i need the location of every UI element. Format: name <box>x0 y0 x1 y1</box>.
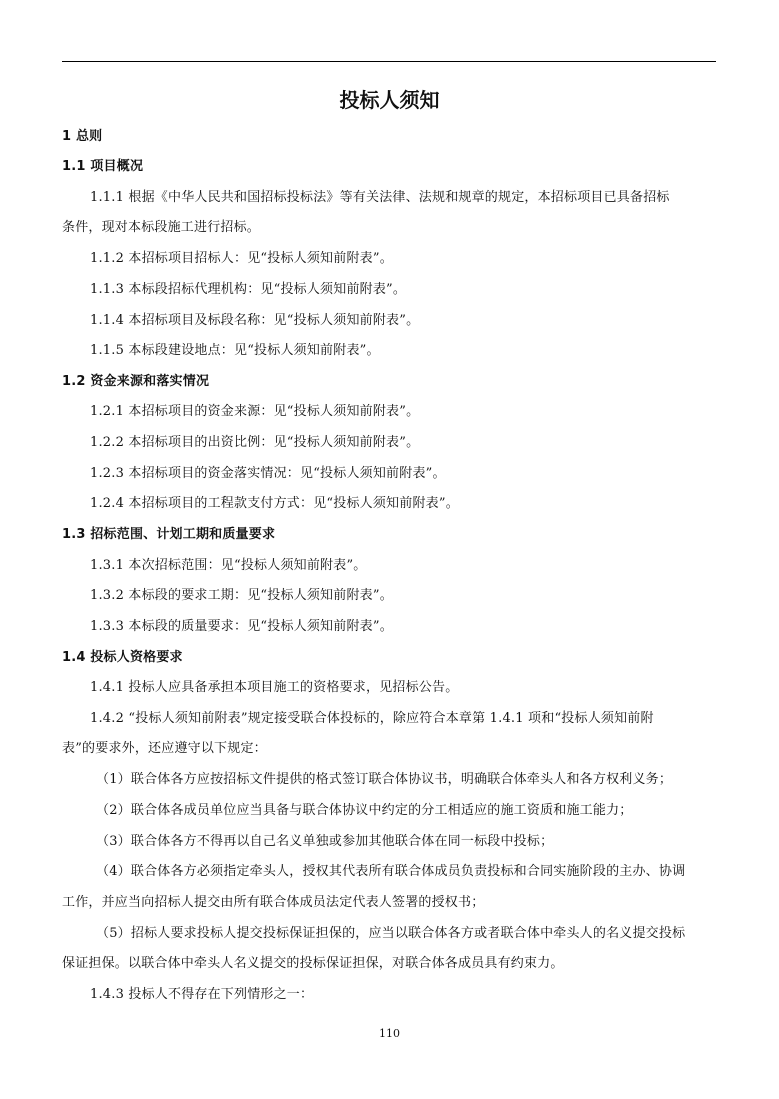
section-heading-1: 1 总则 <box>62 129 103 144</box>
section-heading-1-2: 1.2 资金来源和落实情况 <box>62 374 210 389</box>
paragraph-1-1-1-cont: 条件，现对本标段施工进行招标。 <box>62 220 261 235</box>
paragraph-1-4-2: 1.4.2 “投标人须知前附表”规定接受联合体投标的，除应符合本章第 1.4.1 项和“投标人须知前附 <box>90 711 654 726</box>
list-item-3: （3）联合体各方不得再以自己名义单独或参加其他联合体在同一标段中投标； <box>96 834 554 849</box>
paragraph-1-3-3: 1.3.3 本标段的质量要求：见“投标人须知前附表”。 <box>90 619 393 634</box>
paragraph-1-2-4: 1.2.4 本招标项目的工程款支付方式：见“投标人须知前附表”。 <box>90 496 459 511</box>
section-heading-1-1: 1.1 项目概况 <box>62 159 144 174</box>
page-title: 投标人须知 <box>339 88 440 112</box>
section-heading-1-4: 1.4 投标人资格要求 <box>62 650 183 665</box>
paragraph-1-4-3: 1.4.3 投标人不得存在下列情形之一： <box>90 987 314 1002</box>
list-item-4: （4）联合体各方必须指定牵头人，授权其代表所有联合体成员负责投标和合同实施阶段的主办、协调 <box>96 864 686 879</box>
paragraph-1-1-5: 1.1.5 本标段建设地点：见“投标人须知前附表”。 <box>90 343 380 358</box>
paragraph-1-4-1: 1.4.1 投标人应具备承担本项目施工的资格要求，见招标公告。 <box>90 680 459 695</box>
paragraph-1-4-2-cont: 表”的要求外，还应遵守以下规定： <box>62 741 267 756</box>
header-rule <box>62 61 716 62</box>
paragraph-1-2-1: 1.2.1 本招标项目的资金来源：见“投标人须知前附表”。 <box>90 404 420 419</box>
paragraph-1-1-2: 1.1.2 本招标项目招标人：见“投标人须知前附表”。 <box>90 251 393 266</box>
list-item-5: （5）招标人要求投标人提交投标保证担保的，应当以联合体各方或者联合体中牵头人的名义提交投标 <box>96 926 686 941</box>
list-item-1: （1）联合体各方应按招标文件提供的格式签订联合体协议书，明确联合体牵头人和各方权利义务； <box>96 772 673 787</box>
paragraph-1-3-1: 1.3.1 本次招标范围：见“投标人须知前附表”。 <box>90 558 367 573</box>
list-item-4-cont: 工作，并应当向招标人提交由所有联合体成员法定代表人签署的授权书； <box>62 895 485 910</box>
list-item-2: （2）联合体各成员单位应当具备与联合体协议中约定的分工相适应的施工资质和施工能力； <box>96 803 633 818</box>
paragraph-1-1-1: 1.1.1 根据《中华人民共和国招标投标法》等有关法律、法规和规章的规定，本招标项目已具备招标 <box>90 190 670 205</box>
paragraph-1-1-3: 1.1.3 本标段招标代理机构：见“投标人须知前附表”。 <box>90 282 407 297</box>
page-number: 110 <box>379 1027 400 1040</box>
paragraph-1-3-2: 1.3.2 本标段的要求工期：见“投标人须知前附表”。 <box>90 588 393 603</box>
paragraph-1-1-4: 1.1.4 本招标项目及标段名称：见“投标人须知前附表”。 <box>90 313 420 328</box>
list-item-5-cont: 保证担保。以联合体中牵头人名义提交的投标保证担保，对联合体各成员具有约束力。 <box>62 956 564 971</box>
paragraph-1-2-3: 1.2.3 本招标项目的资金落实情况：见“投标人须知前附表”。 <box>90 466 446 481</box>
paragraph-1-2-2: 1.2.2 本招标项目的出资比例：见“投标人须知前附表”。 <box>90 435 420 450</box>
section-heading-1-3: 1.3 招标范围、计划工期和质量要求 <box>62 527 276 542</box>
